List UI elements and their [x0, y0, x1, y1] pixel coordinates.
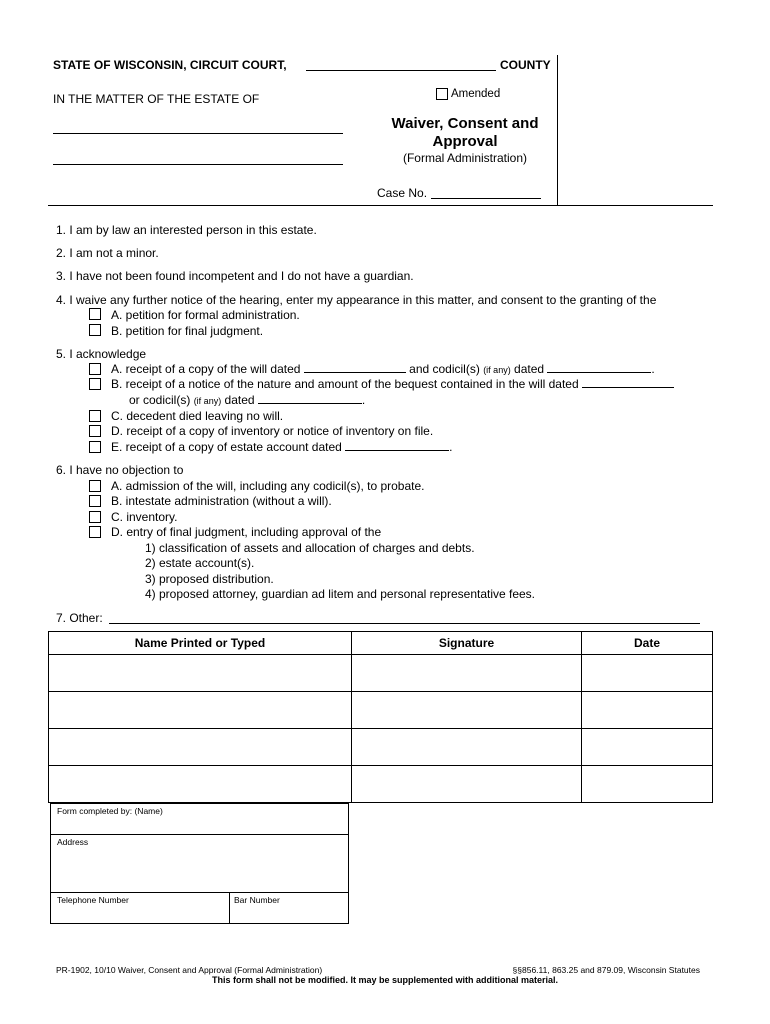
- signature-cell[interactable]: [352, 729, 582, 766]
- item-2: 2. I am not a minor.: [56, 246, 159, 260]
- footer-notice: This form shall not be modified. It may be supplemented with additional material.: [211, 975, 559, 985]
- checkbox-6b[interactable]: [89, 495, 101, 510]
- dated-label-2: dated: [224, 393, 255, 407]
- bequest-will-date-field[interactable]: [582, 387, 674, 388]
- checkbox-4a[interactable]: [89, 308, 101, 323]
- dated-label: dated: [514, 362, 545, 376]
- telephone-label: Telephone Number: [57, 895, 129, 905]
- matter-label: IN THE MATTER OF THE ESTATE OF: [53, 92, 260, 106]
- header-rule: [48, 205, 713, 206]
- item-5b-codicil: or codicil(s): [129, 393, 191, 407]
- item-5a-codicil: and codicil(s): [409, 362, 480, 376]
- name-cell[interactable]: [49, 655, 352, 692]
- item-4: 4. I waive any further notice of the hearing, enter my appearance in this matter, and consent to the granting of the: [56, 293, 657, 307]
- bequest-codicil-date-field[interactable]: [258, 403, 362, 404]
- address-label: Address: [57, 837, 89, 847]
- form-title-line2: Approval: [432, 133, 498, 150]
- will-date-field[interactable]: [304, 372, 406, 373]
- name-cell[interactable]: [49, 766, 352, 803]
- item-5e-text: E. receipt of a copy of estate account dated: [111, 440, 342, 454]
- item-3: 3. I have not been found incompetent and I do not have a guardian.: [56, 269, 414, 283]
- completed-by-label: Form completed by: (Name): [57, 806, 163, 816]
- item-5d: D. receipt of a copy of inventory or notice of inventory on file.: [111, 424, 434, 438]
- county-name-field[interactable]: [306, 70, 496, 71]
- item-6c: C. inventory.: [111, 510, 178, 524]
- name-cell[interactable]: [49, 692, 352, 729]
- name-cell[interactable]: [49, 729, 352, 766]
- table-row: [49, 729, 713, 766]
- col-signature-header: Signature: [352, 632, 582, 655]
- completed-divider-3: [229, 892, 230, 924]
- item-4b: B. petition for final judgment.: [111, 324, 264, 338]
- completed-by-box: [50, 803, 349, 924]
- item-5: 5. I acknowledge: [56, 347, 147, 361]
- item-6d3: 3) proposed distribution.: [145, 572, 274, 586]
- completed-divider-1: [50, 834, 349, 835]
- col-name-header: Name Printed or Typed: [49, 632, 352, 655]
- item-1: 1. I am by law an interested person in this estate.: [56, 223, 317, 237]
- item-6: 6. I have no objection to: [56, 463, 184, 477]
- case-no-label: Case No.: [377, 186, 428, 200]
- item-6d1: 1) classification of assets and allocation of charges and debts.: [145, 541, 475, 555]
- court-label: STATE OF WISCONSIN, CIRCUIT COURT,: [53, 58, 287, 72]
- form-title-line1: Waiver, Consent and: [391, 115, 539, 132]
- col-date-header: Date: [582, 632, 713, 655]
- checkbox-5c[interactable]: [89, 410, 101, 425]
- item-5a-text: A. receipt of a copy of the will dated: [111, 362, 301, 376]
- item-6d: D. entry of final judgment, including approval of the: [111, 525, 382, 539]
- checkbox-5e[interactable]: [89, 441, 101, 456]
- item-5e: E. receipt of a copy of estate account dated .: [111, 440, 453, 454]
- checkbox-6c[interactable]: [89, 511, 101, 526]
- item-7: 7. Other:: [56, 611, 103, 625]
- signature-cell[interactable]: [352, 692, 582, 729]
- codicil-date-field[interactable]: [547, 372, 651, 373]
- estate-name-line-1[interactable]: [53, 133, 343, 134]
- table-row: [49, 766, 713, 803]
- form-id: PR-1902, 10/10 Waiver, Consent and Approval (Formal Administration): [56, 965, 323, 975]
- estate-name-line-2[interactable]: [53, 164, 343, 165]
- table-row: [49, 692, 713, 729]
- county-label: COUNTY: [500, 58, 551, 72]
- checkbox-5b[interactable]: [89, 378, 101, 393]
- item-5b-cont: or codicil(s) (if any) dated .: [129, 393, 366, 407]
- item-6b: B. intestate administration (without a will).: [111, 494, 332, 508]
- checkbox-5a[interactable]: [89, 363, 101, 378]
- completed-divider-2: [50, 892, 349, 893]
- estate-account-date-field[interactable]: [345, 450, 449, 451]
- item-6d2: 2) estate account(s).: [145, 556, 255, 570]
- item-5b-text: B. receipt of a notice of the nature and amount of the bequest contained in the will dated: [111, 377, 579, 391]
- item-5c: C. decedent died leaving no will.: [111, 409, 284, 423]
- date-cell[interactable]: [582, 766, 713, 803]
- other-field[interactable]: [109, 623, 700, 624]
- checkbox-4b[interactable]: [89, 324, 101, 339]
- item-5a: A. receipt of a copy of the will dated and codicil(s) (if any) dated .: [111, 362, 655, 376]
- amended-checkbox[interactable]: [436, 88, 448, 103]
- item-6d4: 4) proposed attorney, guardian ad litem and personal representative fees.: [145, 587, 536, 601]
- case-no-field[interactable]: [431, 198, 541, 199]
- item-4a: A. petition for formal administration.: [111, 308, 300, 322]
- date-cell[interactable]: [582, 692, 713, 729]
- bar-number-label: Bar Number: [234, 895, 280, 905]
- date-cell[interactable]: [582, 655, 713, 692]
- signature-cell[interactable]: [352, 766, 582, 803]
- form-subtitle: (Formal Administration): [402, 151, 528, 165]
- date-cell[interactable]: [582, 729, 713, 766]
- statutes: §§856.11, 863.25 and 879.09, Wisconsin Statutes: [512, 965, 700, 975]
- amended-label: Amended: [451, 88, 501, 100]
- table-row: [49, 655, 713, 692]
- checkbox-6d[interactable]: [89, 526, 101, 541]
- if-any-note-2: (if any): [193, 396, 222, 406]
- item-5b: [111, 377, 674, 391]
- signature-cell[interactable]: [352, 655, 582, 692]
- if-any-note: (if any): [483, 365, 511, 375]
- item-6a: A. admission of the will, including any codicil(s), to probate.: [111, 479, 425, 493]
- signature-table: [48, 631, 713, 803]
- checkbox-6a[interactable]: [89, 480, 101, 495]
- checkbox-5d[interactable]: [89, 425, 101, 440]
